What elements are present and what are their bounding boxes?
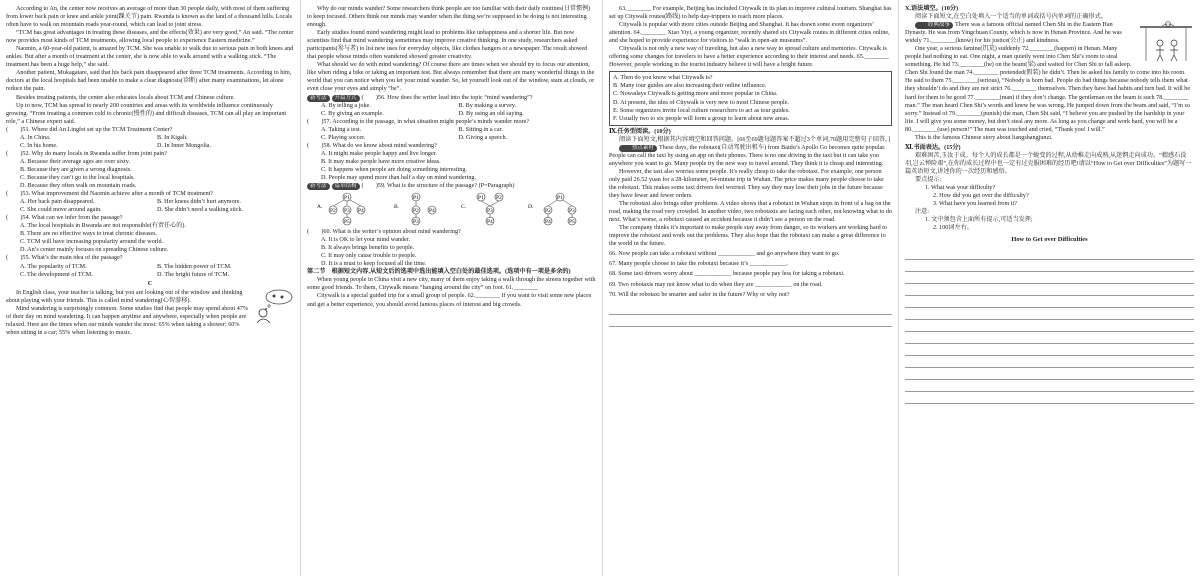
passage-paragraph: Citywalk is a special guided trip for a small group of people. 62.________ If you want to visit some new places and get a better experience, you should avoid famous places of interest and big crowds. (307, 293, 592, 308)
thief-on-beam-illustration (1138, 21, 1194, 64)
passage-paragraph: Besides treating patients, the center also educates locals about TCM and Chinese culture. (16, 94, 235, 101)
passage-paragraph: There was a famous official named Chen Shi in the Eastern Han Dynasty. He was from Yingchuan County, which is now in Henan Province. And he was widely 71.________(know) for his justice(公正) and kindness. (905, 22, 1122, 45)
hint-heading: 要点提示: (915, 176, 942, 183)
svg-text:D.: D. (528, 204, 534, 211)
task-question: 67. Many people choose to take the robotaxi because it’s ____________. (609, 261, 789, 268)
task-question: 69. Two robotaxis may not know what to do when they are ____________ on the road. (609, 281, 823, 288)
task-question: 70. Will the robotaxi be smarter and safer in the future? Why or why not? (609, 291, 790, 298)
note-heading: 注意: (915, 209, 929, 216)
svg-text:P2: P2 (330, 208, 336, 215)
svg-text:P3: P3 (413, 219, 419, 226)
passage-paragraph: “TCM has great advantages in treating these diseases, and the effects(效果) are very good,” An said. “The center now provides most kinds of TCM treatments, allowing local people to experience Eastern medicine.” (6, 30, 294, 45)
svg-text:A.: A. (317, 204, 323, 211)
answer-option: D. She didn’t need a walking stick. (157, 207, 244, 214)
passage-paragraph: Another patient, Mukagatare, said that his back pain disappeared after three TCM treatments. According to him, doctors at the local hospitals had been unable to make a clear diagnosis(诊断) after many examinations, let alone reduce the pain. (6, 70, 292, 93)
svg-text:P3: P3 (344, 208, 350, 215)
svg-text:P2: P2 (545, 208, 551, 215)
answer-lines (609, 303, 892, 327)
answer-option: A. The local hospitals in Rwanda are not responsible(有责任心的). (20, 223, 186, 230)
answer-option: D. The bright future of TCM. (157, 271, 230, 278)
svg-text:P3: P3 (569, 208, 575, 215)
question-stem: ( )60. What is the writer’s opinion about mind wandering? (307, 229, 461, 236)
question-stem: ( )54. What can we infer from the passage? (6, 215, 123, 222)
question-stem: ( )51. Where did An Lingfei set up the TCM Treatment Center? (6, 126, 173, 133)
question-52 (6, 150, 294, 190)
passage-paragraph: According to An, the center now receives an average of more than 30 people daily, with most of them suffering from lower back pain or knee and ankle joint(踝关节) pain. Rwanda is known as the land of a thousand hills. Locals often have to walk on mountain roads year-round, which can lead to joint stress. (6, 6, 293, 29)
column-3 (602, 0, 898, 576)
answer-option: A. It is OK to let your mind wander. (321, 237, 411, 244)
question-stem: ( )59. What is the structure of the passage? (P=Paragraph) (361, 183, 515, 190)
answer-option: B. The hidden power of TCM. (157, 263, 232, 270)
answer-option: B. Her knees didn’t hurt anymore. (157, 199, 241, 206)
question-53 (6, 190, 294, 214)
question-stem: ( )56. How does the writer lead into the topic “mind wandering”? (361, 94, 533, 101)
svg-text:B.: B. (394, 204, 400, 211)
answer-option: D. It is a must to keep focused all the time. (321, 261, 427, 268)
question-stem: ( )52. Why do many locals in Rwanda suffer from joint pain? (6, 150, 167, 157)
answer-option: C. The development of TCM. (20, 271, 93, 278)
section-instruction: 阅读下面短文,在空白处填入一个适当的单词或括号内单词的正确形式。 (915, 14, 1107, 21)
question-60 (307, 228, 596, 268)
answer-option: C. It happens when people are doing something interesting. (321, 166, 467, 173)
question-stem: ( )57. According to the passage, in what situation might people’s minds wander more? (307, 118, 530, 125)
answer-option: C. It may only cause trouble to people. (321, 253, 417, 260)
hint-item: 2. How did you get over the difficulty? (933, 193, 1029, 200)
passage-paragraph: When young people in China visit a new city, many of them enjoy taking a walk through the streets together with some good friends. To them, Citywalk means “hanging around the city” on foot. 61.________ (307, 277, 596, 292)
passage-paragraph: Citywalk is not only a new way of traveling, but also a new way to spread culture and memories. Citywalk is offering some changes for travelers to have a better experience according to their interest and needs. 65.________ However, people working in the tourist industry believe it will have a bright future. (609, 46, 889, 69)
svg-text:P3: P3 (487, 208, 493, 215)
answer-option: D. By using an old saying. (458, 110, 524, 117)
box-option: B. Many tour guides are also increasing their online influence. (613, 83, 767, 90)
svg-text:P1: P1 (478, 195, 484, 202)
hint-item: 1. What was your difficulty? (925, 185, 996, 192)
answer-option: C. TCM will have increasing popularity around the world. (20, 239, 164, 246)
question-58 (307, 142, 596, 182)
answer-option: B. It always brings benefits to people. (321, 245, 415, 252)
new-format-tag: 新考法 (307, 183, 330, 190)
box-option: C. Nowadays Citywalk is getting more and more popular in China. (613, 91, 778, 98)
essay-title: How to Get over Difficulties (1011, 236, 1088, 244)
options-box (609, 71, 892, 125)
section-title: Ⅸ.任务型阅读。(10分) (609, 128, 671, 135)
svg-text:P1: P1 (413, 195, 419, 202)
passage-paragraph: Citywalk is popular with more cities outside Beijing and Shanghai. It has drawn some event organizers’ attention. 64.________ Xiao Yiyi, a young organizer, recently shared six Citywalk routes in different cities online, and she hoped to provide experience for visitors to “walk in open-air museums”. (609, 22, 890, 45)
topic-tag: 开篇方式 (332, 95, 360, 102)
answer-option: C. By giving an example. (321, 110, 384, 117)
column-2 (300, 0, 602, 576)
answer-option: A. Because their average ages are over sixty. (20, 158, 130, 165)
svg-text:P5: P5 (569, 219, 575, 226)
passage-paragraph: Why do our minds wander? Some researchers think people are too familiar with their daily routines(日常惯例) to keep focused. Others think our minds may wander when the thing we’re supposed to be doing is not interesting enough. (307, 6, 591, 29)
passage-paragraph: The company thinks it’s important to make people stay away from danger, so its workers are working hard to improve the robotaxi and work out the problems. They also hope that the robotaxi can make a great difference to the world in the future. (609, 225, 887, 248)
passage-paragraph: These days, the robotaxi(自动驾驶出租车) from Baidu’s Apollo Go becomes quite popular. People can call the taxi by using an app on their phones. There is no one driving in the taxi but it can take you anywhere you want to go. Many people try the new way to travel around. They think it is cheap and interesting. (609, 144, 886, 167)
answer-option: A. Her back pain disappeared. (20, 199, 95, 206)
answer-option: D. In Inner Mongolia. (157, 142, 212, 149)
question-56 (307, 94, 596, 118)
section-title: 第二节 根据短文内容,从短文后的选项中选出能填入空白处的最佳选项。(选项中有一项是多余的) (307, 269, 571, 276)
svg-text:P4: P4 (545, 219, 551, 226)
answer-option: C. Because they can’t go to the local hospitals. (20, 174, 135, 181)
task-question: 68. Some taxi drivers worry about ____________ because people pay less for taking a robotaxi. (609, 271, 845, 278)
answer-option: B. There are no effective ways to treat chronic diseases. (20, 231, 158, 238)
topic-tag: 篇章结构 (332, 183, 360, 190)
answer-option: A. The popularity of TCM. (20, 263, 87, 270)
daydream-illustration (252, 289, 294, 326)
answer-option: C. She could move around again. (20, 207, 102, 214)
passage-paragraph: What should we do with mind wandering? Of course there are times when we should try to focus our attention, like when riding a bike or taking an important test. But always remember that there are many wonderful things in the world that you can notice when you let your mind wander. So, let yourself look out of the window, stare at clouds, or even close your eyes and simply “be”. (307, 62, 595, 93)
svg-text:P4: P4 (487, 219, 493, 226)
answer-option: C. In his home. (20, 142, 58, 149)
answer-option: B. By making a survey. (458, 102, 517, 109)
essay-writing-lines[interactable] (905, 248, 1194, 404)
passage-paragraph: Early studies found mind wandering might lead to problems like unhappiness and a shorter life. But now scientists find that mind wandering sometimes may improve creative thinking. In one study, researchers asked participants(参与者) to list new uses for everyday objects, like clothes hangers or a newspaper. The result showed that people whose minds often wandered showed greater creativity. (307, 30, 588, 61)
passage-paragraph: In English class, your teacher is talking, but you are looking out of the window and thinking about playing with your friends. This is called mind wandering(心智游移). (6, 289, 243, 304)
passage-paragraph: One year, a serious famine(饥荒) suddenly 72.________(happen) in Henan. Many people had nothing to eat. One night, a man quietly went into Chen Shi’s room to steal something. He hid 73.________(he) on the beam(梁) and waited for Chen Shi to fall asleep. Chen Shi found the man 74.________ pretended(假装) he didn’t. Then he asked his family to come into his room. He said to them 75.________(serious), “Nobody is born bad. People do bad things because nobody tells them what they shouldn’t do and they are not strict 76.________ themselves. Then they have bad habits and turn bad. It will be hard for them to be good 77.________(man) if they don’t change. The gentleman on the beam is such 78.________ man.” The man heard Chen Shi’s words and knew he was wrong. He jumped down from the beam and said, “I’m so sorry.” Instead of 79.________(punish) the man, Chen Shi said, “I believe you are pushed by the hardship in your life. I will give you some money, but don’t steal any more. As long as you change and work hard, you will be a 80.________(use) person!” The man was touched and cried, “Thank you! I will.” (905, 46, 1191, 133)
structure-option-d (528, 192, 586, 226)
question-stem: ( )55. What’s the main idea of the passage? (6, 255, 123, 262)
structure-diagram-options (307, 190, 596, 228)
passage-paragraph: Naomin, a 60-year-old patient, is amazed by TCM. She was unable to walk due to serious pain in both knees and ankles. But after a month of treatment at the center, she is now able to walk around with a walking stick. “The treatment has been a huge help,” she said. (6, 46, 294, 69)
question-57 (307, 118, 596, 142)
svg-text:P1: P1 (557, 195, 563, 202)
section-instruction: 艰难困苦,玉汝于成。每个人的成长都是一个蜕变的过程,从幼稚走向成熟,从迷惘走向成功。“精感石没羽,岂云惮险艰”,在你的成长过程中也一定有过克服困难的经历吧!请以“How to Get over Difficulties”为题写一篇英语短文,讲述你的一次经历和感悟。 (905, 152, 1192, 175)
answer-option: D. An’s center mainly focuses on spreading Chinese culture. (20, 247, 169, 254)
question-51 (6, 126, 294, 150)
hint-item: 3. What have you learned from it? (933, 201, 1017, 208)
svg-text:P1: P1 (344, 195, 350, 202)
box-option: D. At present, the idea of Citywalk is very new to most Chinese people. (613, 99, 789, 106)
answer-option: D. Giving a speech. (458, 134, 508, 141)
answer-option: B. It may make people have more creative ideas. (321, 158, 441, 165)
answer-option: D. People may spend more than half a day on mind wandering. (321, 174, 477, 181)
question-55 (6, 254, 294, 278)
box-option: A. Then do you know what Citywalk is? (613, 75, 713, 82)
note-item: 2. 100词左右。 (933, 225, 973, 232)
svg-text:P2: P2 (413, 208, 419, 215)
svg-text:C.: C. (461, 204, 467, 211)
question-stem: ( )53. What improvement did Naomin achieve after a month of TCM treatment? (6, 191, 214, 198)
box-option: F. Usually two to six people will form a group to learn about new areas. (613, 115, 790, 122)
classic-story-tag: 经典故事 (915, 22, 953, 29)
svg-text:P4: P4 (429, 208, 435, 215)
question-stem: ( )58. What do we know about mind wandering? (307, 142, 437, 149)
passage-paragraph: However, the taxi also worries some people. It’s really cheap to take the robotaxi. For example, one person only paid 26.52 yuan for a 28-kilometer, 64-minute trip in Wuhan. The price makes many people choose to take the robotaxi. This makes some taxi drivers feel worried. They say they may lose their jobs in the future because they have fewer and fewer orders. (609, 168, 884, 200)
answer-option: A. In China. (20, 134, 51, 141)
question-54 (6, 214, 294, 254)
passage-paragraph: The robotaxi also brings other problems. A video shows that a robotaxi in Wuhan stops in front of a bag on the road, making the road very crowded. In another video, two robotaxis are facing each other, not knowing what to do next. What’s worse, a robotaxi caused an accident because it didn’t see a person on the road. (609, 201, 892, 224)
section-letter: C (147, 280, 153, 287)
column-1 (0, 0, 300, 576)
answer-option: B. Because they are given a wrong diagnosis. (20, 166, 132, 173)
box-option: E. Some organizers invite local culture researchers to act as tour guides. (613, 107, 790, 114)
section-title: Ⅺ.书面表达。(15分) (905, 144, 961, 151)
section-instruction: 阅读下面短文,根据其内容填空和回答问题。[66至69题每题答案不超过3个单词,70题用完整句子回答。] (619, 136, 891, 143)
hot-topic-tag: 热点素材 (619, 145, 657, 152)
structure-option-c (461, 192, 513, 226)
question-59 (307, 182, 596, 228)
new-format-tag: 新考法 (307, 95, 330, 102)
structure-option-b (394, 192, 446, 226)
svg-text:P2: P2 (496, 195, 502, 202)
passage-paragraph: Up to now, TCM has spread to nearly 200 countries and areas with its worldwide influence continuously growing. “From treating a common cold to chronic(慢性的) and difficult diseases, TCM can all play an important role,” a Chinese expert said. (6, 102, 287, 125)
passage-paragraph: Mind wandering is surprisingly common. Some studies find that people may spend about 47% of their day on mind wandering. It can happen anytime and anywhere, especially when people are relaxed. Here are the times when our minds wander the most: 65% when taking a shower; 60% when sitting in a car; 55% when listening to music. (6, 305, 248, 336)
answer-option: C. Playing soccer. (321, 134, 366, 141)
answer-option: A. Taking a test. (321, 126, 362, 133)
column-4 (898, 0, 1200, 576)
answer-option: B. Sitting in a car. (458, 126, 503, 133)
passage-paragraph: 63.________ For example, Beijing has included Citywalk in its plan to improve cultural tourism. Shanghai has set up Citywalk routes(路线) to help day-trippers to reach more places. (609, 6, 892, 21)
task-question: 66. Now people can take a robotaxi without ____________ and go anywhere they want to go. (609, 251, 840, 258)
svg-text:P5: P5 (344, 219, 350, 226)
answer-option: A. By telling a joke. (321, 102, 371, 109)
section-title: X.语法填空。(10分) (905, 6, 959, 12)
answer-option: B. In Kigali. (157, 134, 188, 141)
svg-text:P4: P4 (358, 208, 364, 215)
structure-option-a (317, 192, 379, 226)
answer-option: D. Because they often walk on mountain roads. (20, 183, 137, 190)
answer-option: A. It might make people happy and live longer. (321, 150, 437, 157)
note-item: 1. 文中须包含上面所有提示,可适当发挥; (925, 217, 1033, 224)
passage-paragraph: This is the famous Chinese story about liangshangjunzi. (915, 134, 1053, 141)
